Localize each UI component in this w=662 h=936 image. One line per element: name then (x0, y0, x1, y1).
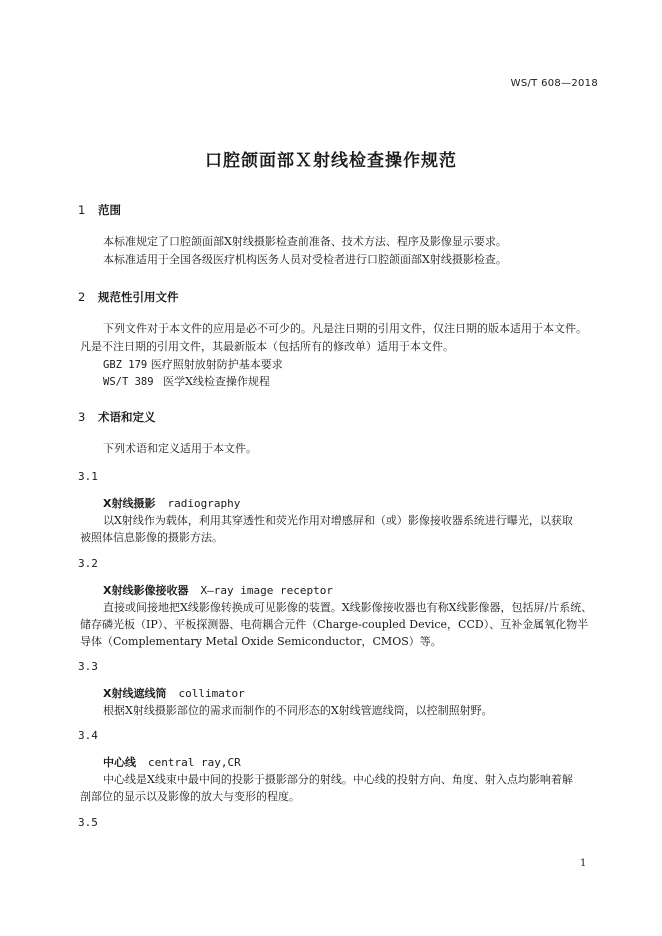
term-chinese: 中心线 (103, 756, 136, 769)
section-1-para-2: 本标准适用于全国各级医疗机构医务人员对受检者进行口腔颌面部X射线摄影检查。 (103, 253, 507, 266)
term-number: 3.1 (78, 470, 98, 483)
section-1-title: 范围 (98, 203, 121, 217)
section-2-para-line-1: 下列文件对于本文件的应用是必不可少的。凡是注日期的引用文件，仅注日期的版本适用于本文件。 (103, 322, 587, 335)
term-definition-line: 直接或间接地把X线影像转换成可见影像的装置。X线影像接收器也有称X线影像器，包括屏/片系统、 (103, 601, 593, 614)
reference-code: WS/T 389 (103, 376, 154, 388)
section-3-title: 术语和定义 (98, 410, 156, 424)
term-english: collimator (178, 687, 245, 700)
standard-code: WS/T 608—2018 (510, 78, 598, 89)
term-chinese: X射线摄影 (103, 497, 156, 510)
section-2-para-line-2: 凡是不注日期的引用文件，其最新版本（包括所有的修改单）适用于本文件。 (80, 340, 454, 353)
reference-name: 医学X线检查操作规程 (163, 375, 270, 388)
term-definition-line: 导体（Complementary Metal Oxide Semiconductor，CMOS）等。 (80, 635, 442, 648)
term-heading (103, 495, 240, 511)
section-1-para-1: 本标准规定了口腔颌面部X射线摄影检查前准备、技术方法、程序及影像显示要求。 (103, 235, 507, 248)
term-number: 3.2 (78, 557, 98, 570)
term-heading (103, 754, 241, 770)
term-english: X—ray image receptor (200, 584, 333, 597)
term-definition-line: 根据X射线摄影部位的需求而制作的不同形态的X射线管遮线筒，以控制照射野。 (103, 704, 493, 717)
term-number: 3.5 (78, 816, 98, 829)
reference-name: 医疗照射放射防护基本要求 (150, 358, 283, 371)
term-english: radiography (167, 497, 241, 510)
section-2-title: 规范性引用文件 (98, 290, 179, 304)
reference-item (103, 356, 283, 374)
section-1-number: 1 (78, 203, 86, 217)
term-chinese: X射线遮线筒 (103, 687, 167, 700)
reference-code: GBZ 179 (103, 359, 148, 371)
reference-item (103, 373, 270, 391)
term-definition-line: 中心线是X线束中最中间的投影于摄影部分的射线。中心线的投射方向、角度、射入点均影响着解 (103, 773, 573, 786)
section-3-heading (78, 409, 156, 425)
section-2-number: 2 (78, 290, 86, 304)
term-number: 3.4 (78, 729, 98, 742)
term-definition-line: 剖部位的显示以及影像的放大与变形的程度。 (80, 790, 300, 803)
term-definition-line: 储存磷光板（IP）、平板探测器、电荷耦合元件（Charge-coupled Device，CCD）、互补金属氧化物半 (80, 618, 589, 631)
page-number: 1 (580, 858, 587, 869)
section-3-number: 3 (78, 410, 86, 424)
term-chinese: X射线影像接收器 (103, 584, 189, 597)
section-2-heading (78, 289, 179, 305)
document-title: 口腔颌面部Ｘ射线检查操作规范 (205, 151, 457, 171)
section-1-heading (78, 202, 121, 218)
term-heading (103, 685, 245, 701)
term-number: 3.3 (78, 660, 98, 673)
term-definition-line: 被照体信息影像的摄影方法。 (80, 531, 223, 544)
term-english: central ray,CR (148, 756, 241, 769)
section-3-intro: 下列术语和定义适用于本文件。 (103, 442, 257, 455)
term-heading (103, 582, 333, 598)
term-definition-line: 以X射线作为载体，利用其穿透性和荧光作用对增感屏和（或）影像接收器系统进行曝光，以获取 (103, 514, 573, 527)
